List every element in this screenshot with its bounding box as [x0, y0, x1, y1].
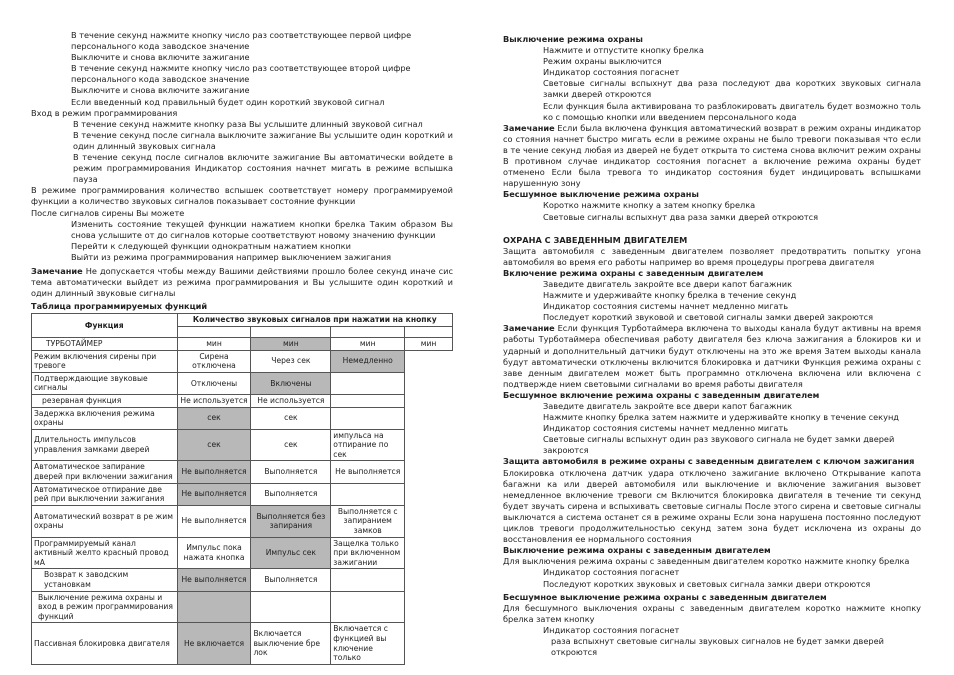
- cell: Выполняется: [251, 483, 331, 505]
- cell: Включается выключение бре лок: [251, 623, 331, 664]
- table-row: [32, 537, 453, 569]
- arm-run-step: Нажмите и удерживайте кнопку брелка в течение секунд: [543, 290, 797, 301]
- after-step: Перейти к следующей функции однократным нажатием кнопки: [71, 240, 351, 251]
- section-title: ОХРАНА С ЗАВЕДЕННЫМ ДВИГАТЕЛЕМ: [503, 234, 688, 245]
- disarm-run-title: Выключение режима охраны с заведенным двигателем: [503, 545, 771, 556]
- cell: [331, 483, 405, 505]
- cell: Не используется: [251, 394, 331, 407]
- protect-title: Защита автомобиля в режиме охраны с заведенным двигателем с ключом зажигания: [503, 456, 915, 467]
- note-label: Замечание: [503, 122, 555, 133]
- table-row: [32, 505, 453, 537]
- cell: Не выполняется: [177, 569, 251, 591]
- note: [503, 123, 921, 190]
- table-row: [32, 394, 453, 407]
- after-title: После сигналов сирены Вы можете: [31, 207, 185, 218]
- disarm-title: Выключение режима охраны: [503, 34, 643, 44]
- cell: Автоматическое запирание дверей при включении зажигания: [32, 461, 178, 483]
- arm-run-step: Последует короткий звуковой и световой сигналы замки дверей закроются: [543, 312, 874, 323]
- cell: мин: [331, 337, 405, 350]
- prog-step: Если введенный код правильный будет один короткий звуковой сигнал: [71, 96, 385, 107]
- note: [503, 323, 921, 390]
- prog-step: Выключите и снова включите зажигание: [71, 85, 250, 96]
- cell: [331, 394, 405, 407]
- disarm-run-step: Последуют коротких звуковых и световых сигнала замки двери откроются: [543, 578, 871, 589]
- disarm-step: Индикатор состояния погаснет: [543, 67, 680, 78]
- arm-run-step: Индикатор состояния системы начнет медленно мигать: [543, 301, 789, 312]
- silent-run-step: Заведите двигатель закройте все двери капот багажник: [543, 401, 793, 411]
- cell: мин: [405, 337, 453, 350]
- arm-run-step: Заведите двигатель закройте все двери капот багажник: [543, 278, 793, 289]
- silent-disarm-title: Бесшумное выключение режима охраны с заведенным двигателем: [503, 591, 827, 602]
- table-row: [32, 350, 453, 372]
- note-label: Замечание: [31, 265, 83, 276]
- prog-step: Выключите и снова включите зажигание: [71, 52, 250, 63]
- note-text: Не допускается чтобы между Вашими действиями прошло более секунд иначе сис тема автоматически выйдет из режима программирования и Вы услышите один короткий и один длинный звуковые сигналы: [31, 265, 453, 299]
- cell: импульса на отпирание по сек: [331, 429, 405, 461]
- disarm-step: Режим охраны выключится: [543, 56, 662, 67]
- note-label: Замечание: [503, 323, 555, 334]
- table-row: [32, 623, 453, 664]
- cell: сек: [177, 429, 251, 461]
- table-header-function: Функция: [32, 314, 178, 338]
- cell: Импульс сек: [251, 537, 331, 569]
- cell: Включается с функцией вы ключение только: [331, 623, 405, 664]
- note: [31, 266, 453, 299]
- cell: Импульс пока нажата кнопка: [177, 537, 251, 569]
- entry-step: В течение секунд после сигнала выключите зажигание Вы услышите один короткий и один длинный звуковых сигнала: [73, 129, 453, 151]
- cell: Возврат к заводским установкам: [32, 569, 178, 591]
- cell: ТУРБОТАЙМЕР: [32, 337, 178, 350]
- cell: Выполняется с запиранием замков: [331, 505, 405, 537]
- cell: Пассивная блокировка двигателя: [32, 623, 178, 664]
- functions-table: [31, 313, 453, 664]
- silent-title: Бесшумное выключение режима охраны: [503, 189, 699, 200]
- cell: Не выполняется: [177, 483, 251, 505]
- cell: [177, 591, 251, 623]
- cell: мин: [177, 337, 251, 350]
- cell: Не выполняется: [177, 461, 251, 483]
- after-step: Выйти из режима программирования например выключением зажигания: [71, 251, 392, 262]
- entry-step: В течение секунд после сигналов включите зажигание Вы автоматически войдете в режим программирования Индикатор состояния начнет мигать в режиме вспышка пауза: [73, 152, 453, 185]
- cell: Не выполняется: [177, 505, 251, 537]
- table-row: [32, 461, 453, 483]
- cell: Программируемый канал активный желто красный провод мА: [32, 537, 178, 569]
- silent-disarm-text: Для бесшумного выключения охраны с заведенным двигателем коротко нажмите кнопку брелка затем кнопку: [503, 602, 921, 624]
- note-text: Если была включена функция автоматический возврат в режим охраны индикатор со стояния начнет быстро мигать если в режиме охраны не было тревоги показывая что если в те чение секунд любая из дверей не будет открыта то система снова включит режим охраны В противном случае индикатор состояния погаснет а включение режима охраны будет отменено Если была тревога то индикатор состояния будет индицировать вспышками нарушенную зону: [503, 122, 921, 189]
- cell: мин: [251, 337, 331, 350]
- silent-step: Коротко нажмите кнопку а затем кнопку брелка: [543, 200, 756, 211]
- silent-disarm-step: раза вспыхнут световые сигналы звуковых сигналов не будет замки дверей откроются: [551, 635, 884, 658]
- table-row: [32, 569, 453, 591]
- cell: Не включается: [177, 623, 251, 664]
- note-text: Если функция Турботаймера включена то выходы канала будут активны на время работы Турботаймера обеспечивая работу двигателя без ключа зажигания а блокиров ки и ударный и дополнительный датчики будут отключены на это же время Затем выходы канала будут автоматически отключены включится блокировка и датчики Функция режима охраны с заве денным двигателем может быть программно отключена включена или включена с подтвержде нием световыми сигналами во время работы двигателя: [503, 323, 921, 389]
- silent-step: Световые сигналы вспыхнут два раза замки дверей откроются: [543, 211, 819, 222]
- table-row: [32, 337, 453, 350]
- cell: Немедленно: [331, 350, 405, 372]
- info-text: В режиме программирования количество вспышек соответствует номеру программируемой функции а количество звуковых сигналов показывает состояние функции: [31, 185, 453, 207]
- prog-step: персонального кода заводское значение: [71, 74, 250, 85]
- cell: сек: [251, 429, 331, 461]
- table-header-count: Количество звуковых сигналов при нажатии на кнопку: [177, 314, 452, 327]
- cell: резервная функция: [32, 394, 178, 407]
- cell: Через сек: [251, 350, 331, 372]
- section-intro: Защита автомобиля с заведенным двигателем позволяет предотвратить попытку угона автомобиля во время его работы например во время процедуры прогрева двигателя: [503, 245, 921, 267]
- cell: Включены: [251, 372, 331, 394]
- disarm-step: Световые сигналы вспыхнут два раза последуют два коротких звуковых сигнала замки дверей откроются: [543, 78, 921, 100]
- entry-title: Вход в режим программирования: [31, 107, 178, 118]
- cell: Задержка включения режима охраны: [32, 407, 178, 429]
- prog-step: В течение секунд нажмите кнопку число раз соответствующее второй цифре: [71, 63, 411, 74]
- cell: Сирена отключена: [177, 350, 251, 372]
- cell: Режим включения сирены при тревоге: [32, 350, 178, 372]
- cell: Защелка только при включенном зажигании: [331, 537, 405, 569]
- after-step: Изменить состояние текущей функции нажатием кнопки брелка Таким образом Вы снова услышите от до сигналов которые соответствуют новому значению функции: [71, 218, 453, 240]
- silent-disarm-step: Индикатор состояния погаснет: [543, 624, 680, 635]
- cell: [331, 569, 405, 591]
- cell: [331, 372, 405, 394]
- table-title: Таблица программируемых функций: [31, 301, 208, 312]
- cell: Длительность импульсов управления замками дверей: [32, 429, 178, 461]
- silent-run-step: Индикатор состояния системы начнет медленно мигать: [543, 423, 789, 434]
- prog-step: персонального кода заводское значение: [71, 41, 250, 52]
- cell: Отключены: [177, 372, 251, 394]
- arm-run-title: Включение режима охраны с заведенным двигателем: [503, 267, 764, 278]
- silent-run-title: Бесшумное включение режима охраны с заведенным двигателем: [503, 389, 820, 400]
- entry-step: В течение секунд нажмите кнопку раза Вы услышите длинный звуковой сигнал: [73, 118, 423, 129]
- disarm-step: Если функция была активирована то разблокировать двигатель будет возможно толь ко с помощью кнопки или введением персонального кода: [543, 100, 921, 122]
- cell: Автоматический возврат в ре жим охраны: [32, 505, 178, 537]
- cell: Выполняется: [251, 569, 331, 591]
- cell: [331, 591, 405, 623]
- table-row: [32, 483, 453, 505]
- table-row: [32, 591, 453, 623]
- cell: Выполняется: [251, 461, 331, 483]
- cell: сек: [251, 407, 331, 429]
- disarm-step: Нажмите и отпустите кнопку брелка: [543, 45, 704, 56]
- cell: Не используется: [177, 394, 251, 407]
- table-row: [32, 372, 453, 394]
- disarm-run-text: Для выключения режима охраны с заведенным двигателем коротко нажмите кнопку брелка: [503, 556, 910, 567]
- protect-text: Блокировка отключена датчик удара отключено зажигание включено Открывание капота багажни ка или дверей автомобиля или выключение и включение зажигания вызовет немедленное включение тревоги см Включится блокировка двигателя в течение ти секунд будет звучать сирена и вспыхивать световые сигналы После этого сирена и световые сигналы выключатся а система останет ся в режиме охраны Если зона нарушена постоянно последуют циклов тревоги продолжительностью секунд затем зона будет исключена из охраны до восстановления ее нормального состояния: [503, 467, 921, 545]
- table-row: [32, 429, 453, 461]
- cell: Выключение режима охраны и вход в режим программирования функций: [32, 591, 178, 623]
- cell: Выполняется без запирания: [251, 505, 331, 537]
- cell: Не выполняется: [331, 461, 405, 483]
- right-column: [503, 34, 921, 658]
- cell: [251, 591, 331, 623]
- table-header-row: [32, 314, 453, 327]
- cell: [331, 407, 405, 429]
- cell: Подтверждающие звуковые сигналы: [32, 372, 178, 394]
- disarm-run-step: Индикатор состояния погаснет: [543, 567, 680, 578]
- prog-step: В течение секунд нажмите кнопку число раз соответствующее первой цифре: [71, 30, 412, 40]
- table-row: [32, 407, 453, 429]
- cell: Автоматическое отпирание две рей при выключении зажигания: [32, 483, 178, 505]
- silent-run-step: Нажмите кнопку брелка затем нажмите и удерживайте кнопку в течение секунд: [543, 412, 899, 423]
- left-column: [31, 30, 453, 665]
- cell: сек: [177, 407, 251, 429]
- silent-run-step: Световые сигналы вспыхнут один раз звукового сигнала не будет замки дверей закроются: [543, 434, 895, 456]
